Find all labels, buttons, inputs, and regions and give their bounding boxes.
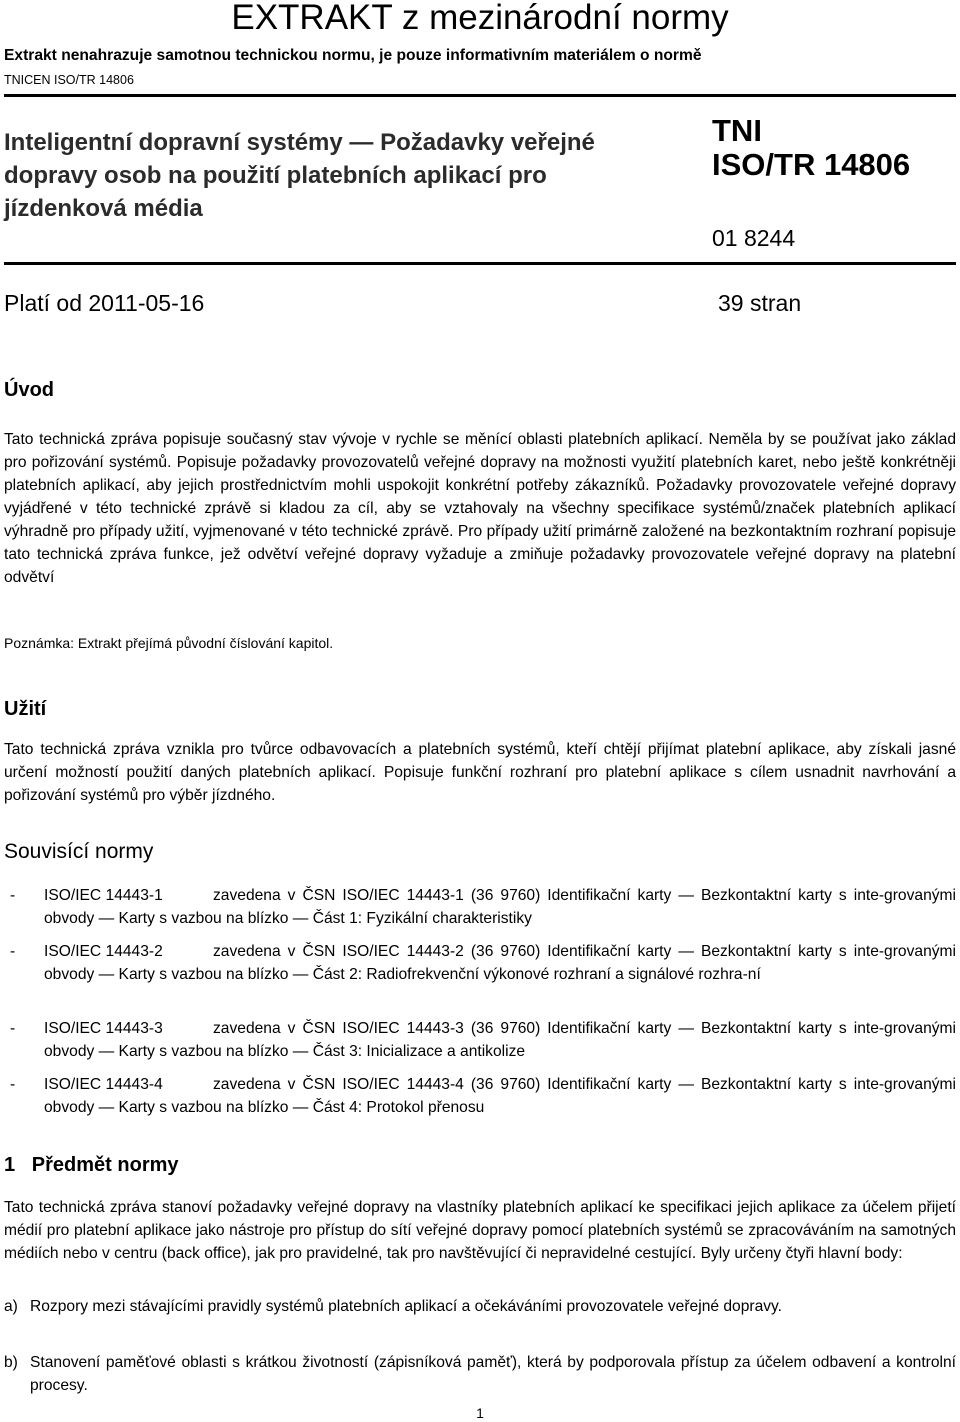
norm-code: ISO/IEC 14443-1 <box>44 887 163 904</box>
standard-code: TNICEN ISO/TR 14806 <box>4 73 134 87</box>
norm-code: ISO/IEC 14443-3 <box>44 1020 163 1037</box>
list-marker: b) <box>4 1354 18 1371</box>
intro-paragraph: Tato technická zpráva popisuje současný stav vývoje v rychle se měnící oblasti platebních aplikací. Neměla by se používat jako základ pro pořizování systémů. Popisuje požadavky provozovatelů veřejné dopravy na možnosti využití platebních karet, nebo ještě konkrétněji platebních aplikací, aby jejich prostřednictvím mohli uspokojit konkrétní potřeby zákazníků. Požadavky provozovatele veřejné dopravy vyjádřené v této technické zprávě si kladou za cíl, aby se vztahovaly na všechny specifikace systémů/značek platebních aplikací výhradně pro případy užití, vyjmenované v této technické zprávě. Pro případy užití primárně založené na bezkontaktním rozhraní popisuje tato technická zpráva funkce, jež odvětví veřejné dopravy vyžaduje a zmiňuje požadavky provozovatele veřejné dopravy na platební odvětví <box>4 431 956 586</box>
list-item-text: Rozpory mezi stávajícími pravidly systémů platebních aplikací a očekáváními provozovatele veřejné dopravy. <box>30 1298 783 1315</box>
section-heading-usage: Užití <box>4 698 47 720</box>
norm-description: zavedena v ČSN ISO/IEC 14443-4 (36 9760) Identifikační karty — Bezkontaktní karty s inte-grovanými obvody — Karty s vazbou na blízko — Část 4: Protokol přenosu <box>44 1076 956 1116</box>
list-dash: - <box>10 943 16 960</box>
page-count: 39 stran <box>718 290 802 316</box>
document-title-line: jízdenková média <box>4 195 203 222</box>
list-dash: - <box>10 1076 16 1093</box>
related-norm-item <box>4 1073 956 1119</box>
norm-description: zavedena v ČSN ISO/IEC 14443-3 (36 9760) Identifikační karty — Bezkontaktní karty s inte-grovanými obvody — Karty s vazbou na blízko — Část 3: Inicializace a antikolize <box>44 1020 956 1060</box>
related-norm-item <box>4 884 956 930</box>
note-text: Poznámka: Extrakt přejímá původní číslování kapitol. <box>4 635 334 651</box>
banner-title: EXTRAKT z mezinárodní normy <box>231 0 729 37</box>
section-heading-related: Souvisící normy <box>4 840 154 863</box>
tni-number: ISO/TR 14806 <box>712 147 911 182</box>
title-divider <box>4 262 956 265</box>
scope-list-item <box>4 1351 956 1397</box>
disclaimer-text: Extrakt nenahrazuje samotnou technickou normu, je pouze informativním materiálem o normě <box>4 47 702 64</box>
norm-description: zavedena v ČSN ISO/IEC 14443-1 (36 9760) Identifikační karty — Bezkontaktní karty s inte-grovanými obvody — Karty s vazbou na blízko — Část 1: Fyzikální charakteristiky <box>44 887 956 927</box>
list-dash: - <box>10 1020 16 1037</box>
scope-paragraph: Tato technická zpráva stanoví požadavky veřejné dopravy na vlastníky platebních aplikací ke specifikaci jejich aplikace za účelem přijetí médií pro platební aplikace jako nástroje pro přístup do sítí veřejné dopravy pomocí platebních systémů se zpracováváním na samotných médiích nebo v centru (back office), jak pro pravidelné, tak pro navštěvující či nepravidelné cestující. Byly určeny čtyři hlavní body: <box>4 1199 956 1262</box>
section-heading-intro: Úvod <box>4 379 54 401</box>
page-number: 1 <box>476 1405 484 1421</box>
usage-paragraph: Tato technická zpráva vznikla pro tvůrce odbavovacích a platebních systémů, kteří chtějí přijímat platební aplikace, aby získali jasné určení možností použití daných platebních aplikací. Popisuje funkční rozhraní pro platební aplikace s cílem usnadnit navrhování a pořizování systémů pro výběr jízdného. <box>4 741 956 804</box>
scope-list-item <box>4 1295 956 1318</box>
list-marker: a) <box>4 1298 18 1315</box>
document-title-line: Inteligentní dopravní systémy — Požadavky veřejné <box>4 129 595 156</box>
tni-label: TNI <box>712 113 762 148</box>
list-dash: - <box>10 887 16 904</box>
document-title-line: dopravy osob na použití platebních aplikací pro <box>4 162 547 189</box>
classification-code: 01 8244 <box>712 225 796 251</box>
document-title <box>4 126 694 225</box>
valid-from-date: Platí od 2011-05-16 <box>4 290 205 316</box>
norm-code: ISO/IEC 14443-2 <box>44 943 163 960</box>
related-norm-item <box>4 940 956 986</box>
norm-description: zavedena v ČSN ISO/IEC 14443-2 (36 9760) Identifikační karty — Bezkontaktní karty s inte-grovanými obvody — Karty s vazbou na blízko — Část 2: Radiofrekvenční výkonové rozhraní a signálové rozhra-ní <box>44 943 956 983</box>
norm-code: ISO/IEC 14443-4 <box>44 1076 163 1093</box>
related-norm-item <box>4 1017 956 1063</box>
section-heading-scope: 1 Předmět normy <box>4 1154 179 1176</box>
list-item-text: Stanovení paměťové oblasti s krátkou životností (zápisníková paměť), která by podporovala přístup za účelem odbavení a kontrolní procesy. <box>30 1354 956 1394</box>
top-divider <box>4 94 956 97</box>
